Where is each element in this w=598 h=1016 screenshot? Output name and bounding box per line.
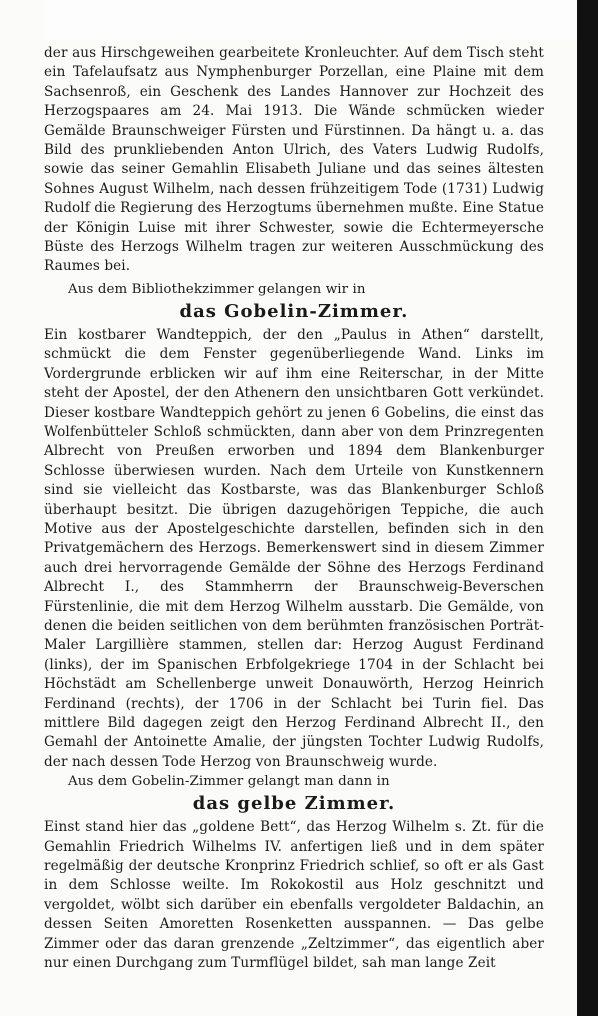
page-text-block xyxy=(44,44,544,973)
paragraph-gelbe-zimmer: Einst stand hier das „goldene Bett“, das Herzog Wilhelm s. Zt. für die Gemahlin Friedrich Wilhelms IV. anfertigen ließ und in dem später regelmäßig der deutsche Kronprinz Friedrich schlief, so oft er als Gast in dem Schlosse weilte. Im Rokokostil aus Holz geschnitzt und vergoldet, wölbt sich darüber ein ebenfalls vergoldeter Baldachin, an dessen Seiten Amoretten Rosenketten ausspannen. — Das gelbe Zimmer oder das daran grenzende „Zeltzimmer“, das eigentlich aber nur einen Durchgang zum Turmflügel bildet, sah man lange Zeit xyxy=(44,819,544,972)
paragraph-intro: der aus Hirschgeweihen gearbeitete Kronleuchter. Auf dem Tisch steht ein Tafelaufsatz aus Nymphenburger Porzellan, eine Plaine mit dem Sachsenroß, ein Geschenk des Landes Hannover zur Hochzeit des Herzogspaares am 24. Mai 1913. Die Wände schmücken wieder Gemälde Braunschweiger Fürsten und Fürstinnen. Da hängt u. a. das Bild des prunkliebenden Anton Ulrich, des Vaters Ludwig Rudolfs, sowie das seiner Gemahlin Elisabeth Juliane und das seines ältesten Sohnes August Wilhelm, nach dessen frühzeitigem Tode (1731) Ludwig Rudolf die Regierung des Herzogtums übernehmen mußte. Eine Statue der Königin Luise mit ihrer Schwester, sowie die Echtermeyersche Büste des Herzogs Wilhelm tragen zur weiteren Ausschmückung des Raumes bei. xyxy=(44,45,544,275)
scan-edge-shadow xyxy=(577,0,598,1016)
paragraph-gobelin: Ein kostbarer Wandteppich, der den „Paulus in Athen“ darstellt, schmückt die dem Fenster gegenüberliegende Wand. Links im Vordergrunde erblicken wir auf ihm eine Reiterschar, in der Mitte steht der Apostel, der den Athenern den unsichtbaren Gott verkündet. Dieser kostbare Wandteppich gehört zu jenen 6 Gobelins, die einst das Wolfenbütteler Schloß schmückten, dann aber von dem Prinzregenten Albrecht von Preußen erworben und 1894 dem Blankenburger Schlosse überwiesen wurden. Nach dem Urteile von Kunstkennern sind sie vielleicht das Kostbarste, was das Blankenburger Schloß überhaupt besitzt. Die übrigen dazugehörigen Teppiche, die auch Motive aus der Apostelgeschichte darstellen, befinden sich in den Privatgemächern des Herzogs. Bemerkenswert sind in diesem Zimmer auch drei hervorragende Gemälde der Söhne des Herzogs Ferdinand Albrecht I., des Stammherrn der Braunschweig-Beverschen Fürstenlinie, die mit dem Herzog Wilhelm ausstarb. Die Gemälde, von denen die beiden seitlichen von dem berühmten französischen Porträt-Maler Largillière stammen, stellen dar: Herzog August Ferdinand (links), der im Spanischen Erbfolgekriege 1704 in der Schlacht bei Höchstädt am Schellenberge unweit Donauwörth, Herzog Heinrich Ferdinand (rechts), der 1706 in der Schlacht bei Turin fiel. Das mittlere Bild dagegen zeigt den Herzog Ferdinand Albrecht II., den Gemahl der Antoinette Amalie, der jüngsten Tochter Ludwig Rudolfs, der nach dessen Tode Herzog von Braunschweig wurde. xyxy=(44,326,544,770)
caption-bibliothek: Aus dem Bibliothekzimmer gelangen wir in xyxy=(68,281,366,297)
caption-gobelin: Aus dem Gobelin-Zimmer gelangt man dann in xyxy=(68,774,390,790)
page-top-margin xyxy=(44,0,577,40)
heading-gelbe-zimmer: das gelbe Zimmer. xyxy=(192,793,396,815)
heading-gobelin-zimmer: das Gobelin-Zimmer. xyxy=(179,300,409,322)
